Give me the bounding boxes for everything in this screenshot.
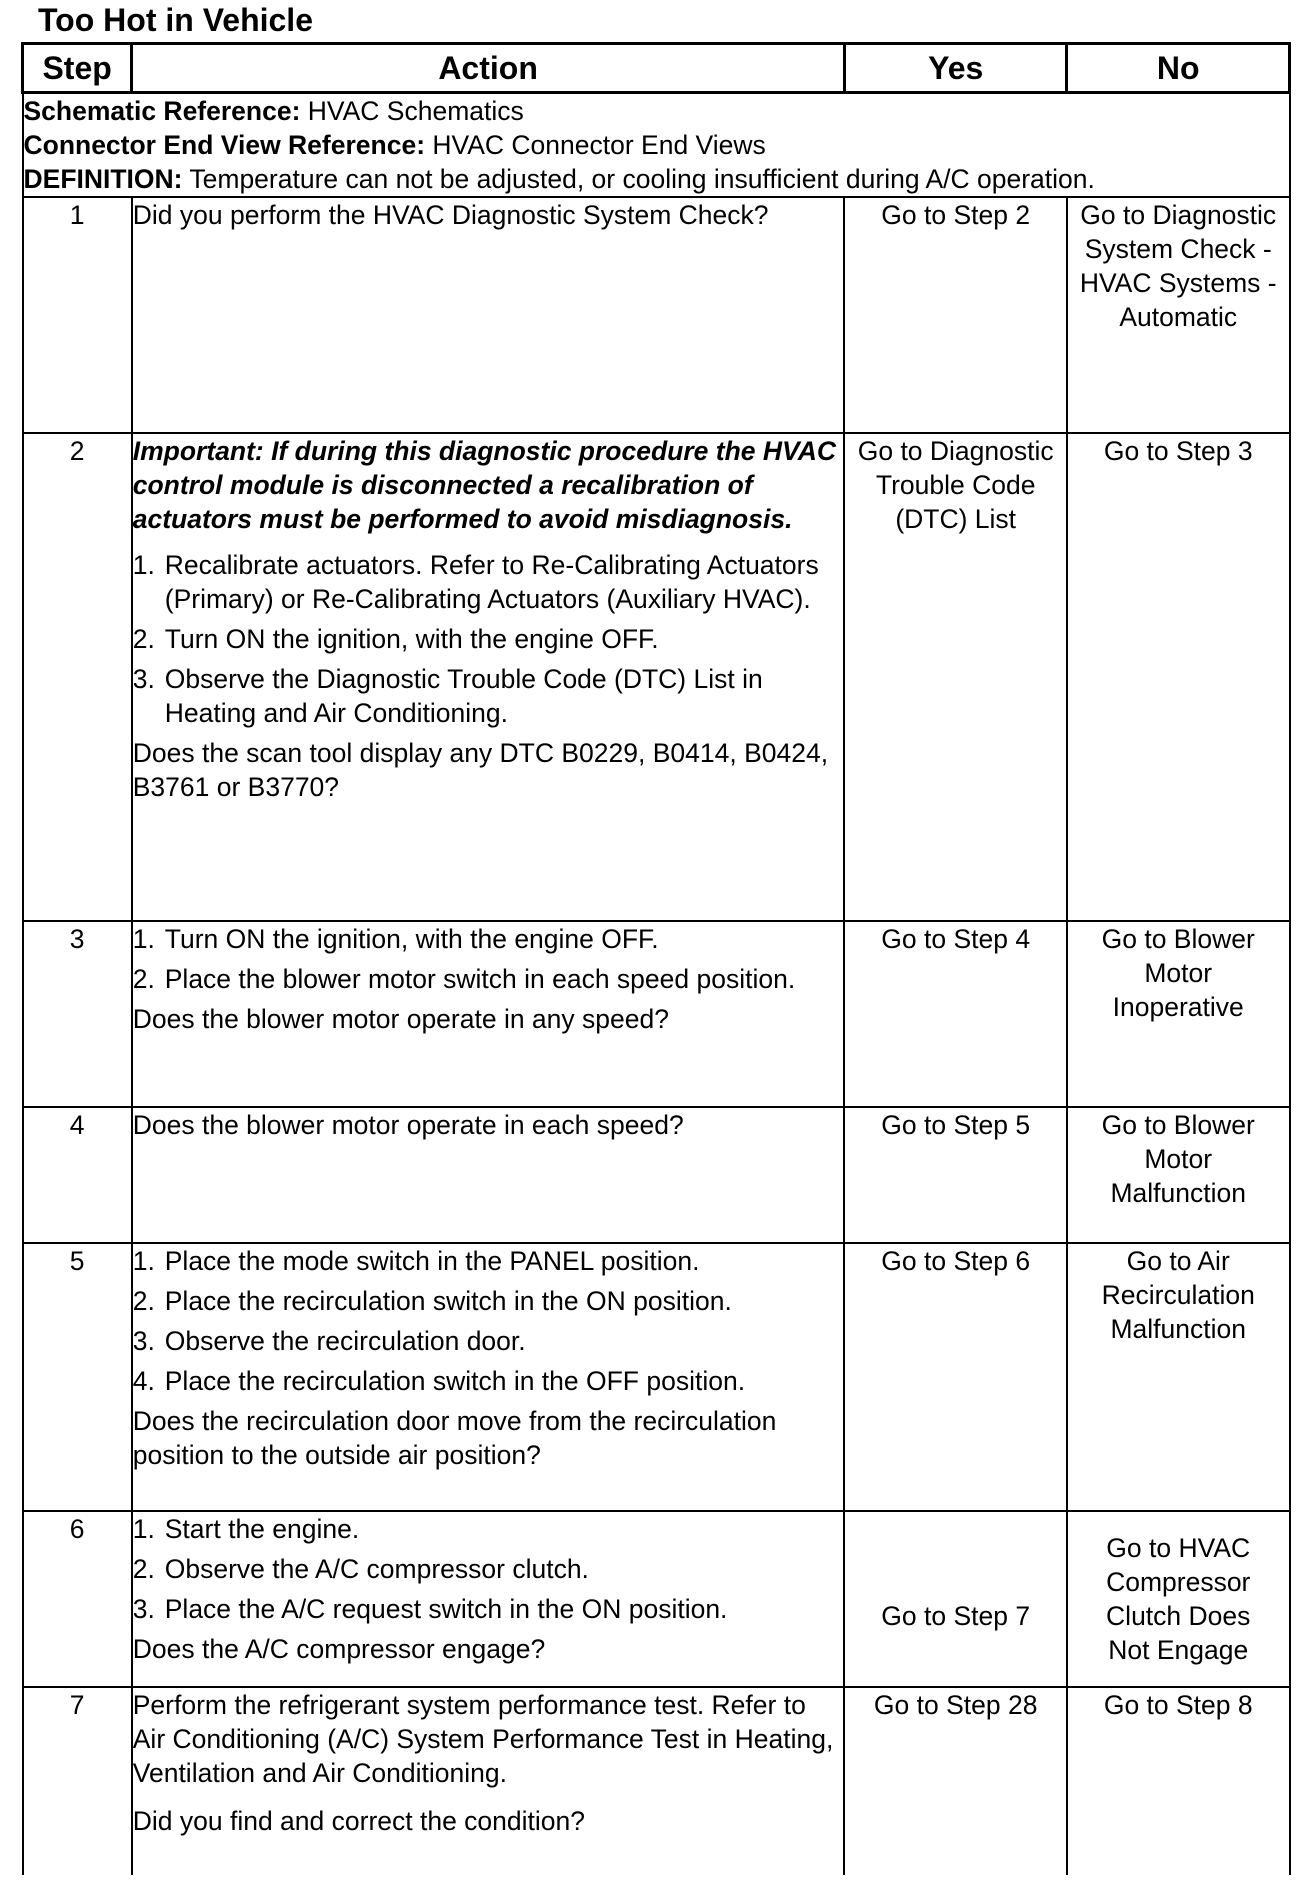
step-number: 5 [23, 1243, 132, 1511]
item-number: 1. [132, 550, 155, 580]
step-row-1 [23, 197, 1290, 433]
yes-link[interactable]: Go to Step 28 [844, 1687, 1067, 1875]
connector-reference [24, 128, 1289, 162]
no-link[interactable]: Go to Blower Motor Malfunction [1067, 1107, 1290, 1243]
ref-text: HVAC Connector End Views [425, 130, 766, 160]
item-number: 3. [132, 1326, 155, 1356]
item-text: Place the recirculation switch in the OFF position. [164, 1366, 746, 1396]
item-number: 2. [132, 1554, 155, 1584]
yes-link[interactable]: Go to Step 6 [844, 1243, 1067, 1511]
ref-text: Temperature can not be adjusted, or cooling insufficient during A/C operation. [182, 164, 1095, 194]
step-number: 4 [23, 1107, 132, 1243]
step-question: Does the blower motor operate in each speed? [132, 1110, 684, 1140]
list-item [133, 1512, 844, 1546]
list-item [133, 922, 844, 956]
header-yes: Yes [844, 44, 1067, 93]
step-number: 3 [23, 921, 132, 1107]
step-number: 7 [23, 1687, 132, 1875]
yes-link[interactable]: Go to Diagnostic Trouble Code (DTC) List [844, 433, 1067, 921]
list-item [133, 548, 844, 616]
item-text: Place the blower motor switch in each speed position. [164, 964, 796, 994]
step-action [132, 1107, 845, 1243]
item-text: Start the engine. [164, 1514, 360, 1544]
header-step: Step [23, 44, 132, 93]
header-action: Action [132, 44, 845, 93]
step-number: 6 [23, 1511, 132, 1687]
item-number: 4. [132, 1366, 155, 1396]
step-action [132, 433, 845, 921]
no-link[interactable]: Go to HVAC Compressor Clutch Does Not Engage [1067, 1511, 1290, 1687]
item-text: Observe the Diagnostic Trouble Code (DTC) List in Heating and Air Conditioning. [164, 664, 763, 728]
step-row-4 [23, 1107, 1290, 1243]
list-item [133, 622, 844, 656]
step-row-3 [23, 921, 1290, 1107]
item-number: 2. [132, 624, 155, 654]
definition [24, 162, 1289, 196]
item-text: Place the A/C request switch in the ON position. [164, 1594, 728, 1624]
step-paragraph: Perform the refrigerant system performance test. Refer to Air Conditioning (A/C) System Performance Test in Heating, Ventilation and Air Conditioning. [132, 1690, 834, 1788]
ref-label: Schematic Reference: [23, 96, 301, 126]
reference-row [23, 93, 1290, 198]
step-row-2 [23, 433, 1290, 921]
step-action [132, 197, 845, 433]
yes-link[interactable]: Go to Step 5 [844, 1107, 1067, 1243]
list-item [133, 1284, 844, 1318]
no-link[interactable]: Go to Air Recirculation Malfunction [1067, 1243, 1290, 1511]
list-item [133, 1324, 844, 1358]
yes-link[interactable]: Go to Step 2 [844, 197, 1067, 433]
yes-link[interactable]: Go to Step 4 [844, 921, 1067, 1107]
item-number: 3. [132, 664, 155, 694]
step-question: Did you perform the HVAC Diagnostic System Check? [132, 200, 769, 230]
item-number: 1. [132, 1514, 155, 1544]
step-action [132, 1243, 845, 1511]
item-text: Recalibrate actuators. Refer to Re-Calibrating Actuators (Primary) or Re-Calibrating Actuators (Auxiliary HVAC). [164, 550, 819, 614]
item-text: Observe the recirculation door. [164, 1326, 526, 1356]
item-text: Observe the A/C compressor clutch. [164, 1554, 589, 1584]
step-action [132, 921, 845, 1107]
item-number: 2. [132, 964, 155, 994]
diagnostic-table [21, 42, 1291, 1875]
list-item [133, 962, 844, 996]
list-item [133, 1592, 844, 1626]
step-number: 2 [23, 433, 132, 921]
no-link[interactable]: Go to Step 3 [1067, 433, 1290, 921]
item-number: 1. [132, 1246, 155, 1276]
step-question: Does the blower motor operate in any speed? [132, 1004, 669, 1034]
no-link[interactable]: Go to Diagnostic System Check - HVAC Systems - Automatic [1067, 197, 1290, 433]
step-question: Does the recirculation door move from the recirculation position to the outside air position? [132, 1406, 777, 1470]
list-item [133, 1552, 844, 1586]
list-item [133, 1364, 844, 1398]
step-question: Did you find and correct the condition? [132, 1806, 585, 1836]
item-text: Place the mode switch in the PANEL position. [164, 1246, 700, 1276]
no-link[interactable]: Go to Step 8 [1067, 1687, 1290, 1875]
no-link[interactable]: Go to Blower Motor Inoperative [1067, 921, 1290, 1107]
yes-link[interactable]: Go to Step 7 [844, 1511, 1067, 1687]
step-question: Does the A/C compressor engage? [132, 1634, 546, 1664]
ref-label: DEFINITION: [23, 164, 183, 194]
item-text: Place the recirculation switch in the ON position. [164, 1286, 732, 1316]
item-number: 1. [132, 924, 155, 954]
schematic-reference [24, 94, 1289, 128]
list-item [133, 662, 844, 730]
ref-label: Connector End View Reference: [23, 130, 426, 160]
header-row [23, 44, 1290, 93]
step-row-5 [23, 1243, 1290, 1511]
header-no: No [1067, 44, 1290, 93]
reference-block [23, 93, 1290, 198]
ref-text: HVAC Schematics [300, 96, 524, 126]
step-row-6 [23, 1511, 1290, 1687]
item-number: 2. [132, 1286, 155, 1316]
step-number: 1 [23, 197, 132, 433]
step-action [132, 1687, 845, 1875]
page-title: Too Hot in Vehicle [38, 2, 313, 38]
item-text: Turn ON the ignition, with the engine OFF. [164, 924, 659, 954]
important-note: Important: If during this diagnostic procedure the HVAC control module is disconnected a recalibration of actuators must be performed to avoid misdiagnosis. [132, 436, 836, 534]
step-row-7 [23, 1687, 1290, 1875]
item-text: Turn ON the ignition, with the engine OFF. [164, 624, 659, 654]
list-item [133, 1244, 844, 1278]
step-action [132, 1511, 845, 1687]
step-question: Does the scan tool display any DTC B0229, B0414, B0424, B3761 or B3770? [132, 738, 829, 802]
item-number: 3. [132, 1594, 155, 1624]
